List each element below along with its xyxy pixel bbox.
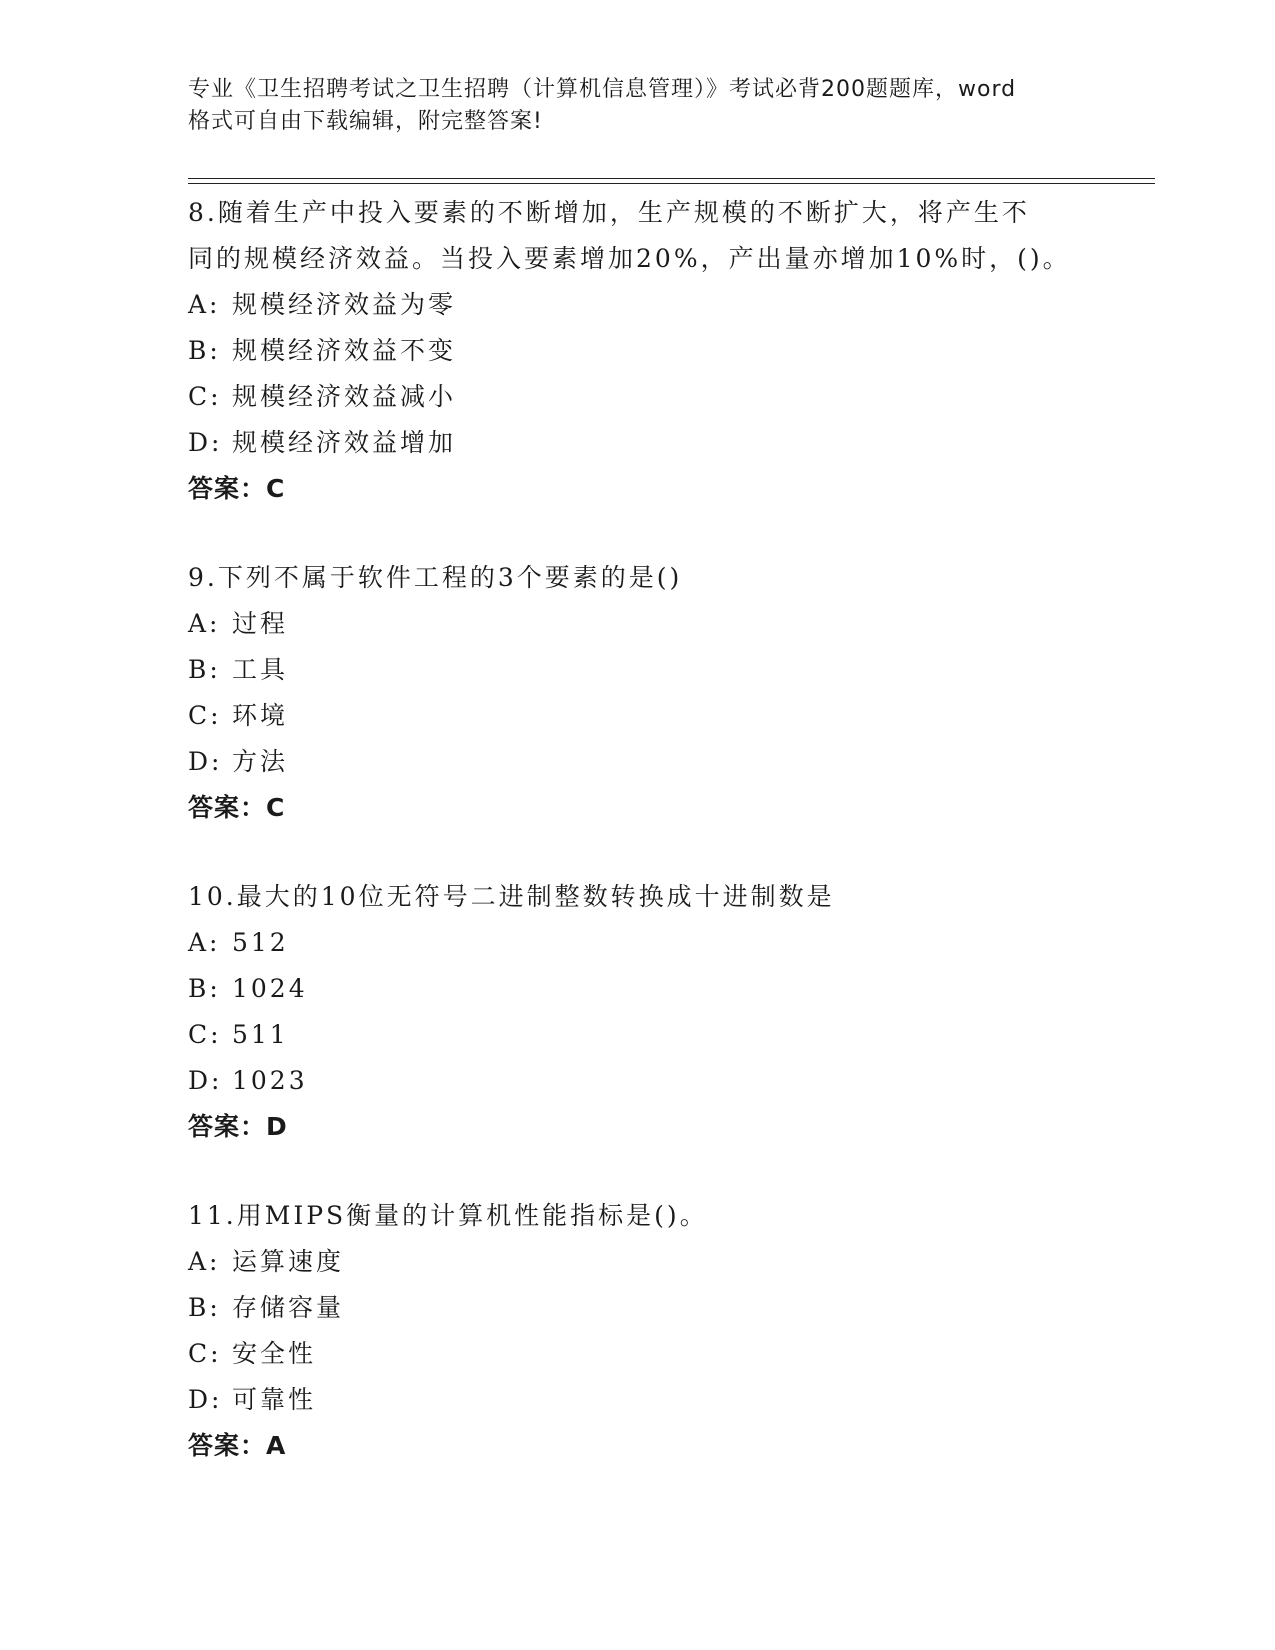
option-key: B: (188, 974, 221, 1003)
option-c (188, 1331, 1088, 1377)
question-item (188, 1193, 1088, 1469)
option-text: 1023 (232, 1066, 308, 1095)
option-key: C: (188, 1339, 222, 1368)
answer-line: 答案：D (188, 1112, 288, 1141)
option-text: 规模经济效益不变 (232, 336, 457, 365)
answer-line: 答案：A (188, 1431, 287, 1460)
question-item (188, 190, 1088, 512)
option-key: A: (188, 609, 221, 638)
option-text: 规模经济效益减小 (232, 382, 457, 411)
question-stem-line: 8.随着生产中投入要素的不断增加，生产规模的不断扩大，将产生不 (188, 198, 1030, 227)
option-text: 规模经济效益为零 (232, 290, 457, 319)
option-a (188, 1239, 1088, 1285)
option-key: B: (188, 655, 221, 684)
option-text: 运算速度 (232, 1247, 345, 1276)
option-text: 512 (232, 928, 289, 957)
question-stem-line: 9.下列不属于软件工程的3个要素的是() (188, 563, 683, 592)
option-key: A: (188, 928, 221, 957)
option-key: C: (188, 701, 222, 730)
option-b (188, 328, 1088, 374)
question-stem-line: 同的规模经济效益。当投入要素增加20%，产出量亦增加10%时，()。 (188, 244, 1071, 273)
option-key: D: (188, 747, 223, 776)
option-text: 1024 (232, 974, 308, 1003)
question-item (188, 874, 1088, 1150)
option-text: 方法 (232, 747, 289, 776)
option-text: 环境 (232, 701, 289, 730)
document-header (188, 74, 1088, 138)
header-divider-bottom (188, 183, 1155, 184)
option-key: D: (188, 1066, 223, 1095)
question-stem (188, 874, 1088, 920)
option-d (188, 420, 1088, 466)
option-b (188, 647, 1088, 693)
question-list (188, 190, 1088, 1512)
option-key: A: (188, 290, 221, 319)
option-key: D: (188, 428, 223, 457)
option-a (188, 601, 1088, 647)
option-d (188, 739, 1088, 785)
question-item (188, 555, 1088, 831)
header-line-1: 专业《卫生招聘考试之卫生招聘（计算机信息管理）》考试必背200题题库，word (188, 77, 1017, 102)
option-text: 过程 (232, 609, 289, 638)
option-key: C: (188, 1020, 222, 1049)
answer-line: 答案：C (188, 474, 286, 503)
option-c (188, 693, 1088, 739)
header-divider-top (188, 178, 1155, 179)
question-stem-line: 10.最大的10位无符号二进制整数转换成十进制数是 (188, 882, 835, 911)
option-text: 工具 (232, 655, 289, 684)
option-d (188, 1377, 1088, 1423)
option-key: D: (188, 1385, 223, 1414)
question-stem (188, 190, 1088, 282)
question-stem-line: 11.用MIPS衡量的计算机性能指标是()。 (188, 1201, 708, 1230)
option-text: 可靠性 (232, 1385, 317, 1414)
question-stem (188, 1193, 1088, 1239)
option-key: B: (188, 336, 221, 365)
option-key: A: (188, 1247, 221, 1276)
option-a (188, 920, 1088, 966)
option-d (188, 1058, 1088, 1104)
option-b (188, 966, 1088, 1012)
option-text: 安全性 (232, 1339, 317, 1368)
option-c (188, 374, 1088, 420)
option-key: B: (188, 1293, 221, 1322)
option-text: 存储容量 (232, 1293, 345, 1322)
answer-line: 答案：C (188, 793, 286, 822)
option-text: 规模经济效益增加 (232, 428, 457, 457)
option-text: 511 (232, 1020, 289, 1049)
question-stem (188, 555, 1088, 601)
option-b (188, 1285, 1088, 1331)
option-c (188, 1012, 1088, 1058)
option-key: C: (188, 382, 222, 411)
option-a (188, 282, 1088, 328)
header-line-2: 格式可自由下载编辑，附完整答案! (188, 109, 543, 134)
